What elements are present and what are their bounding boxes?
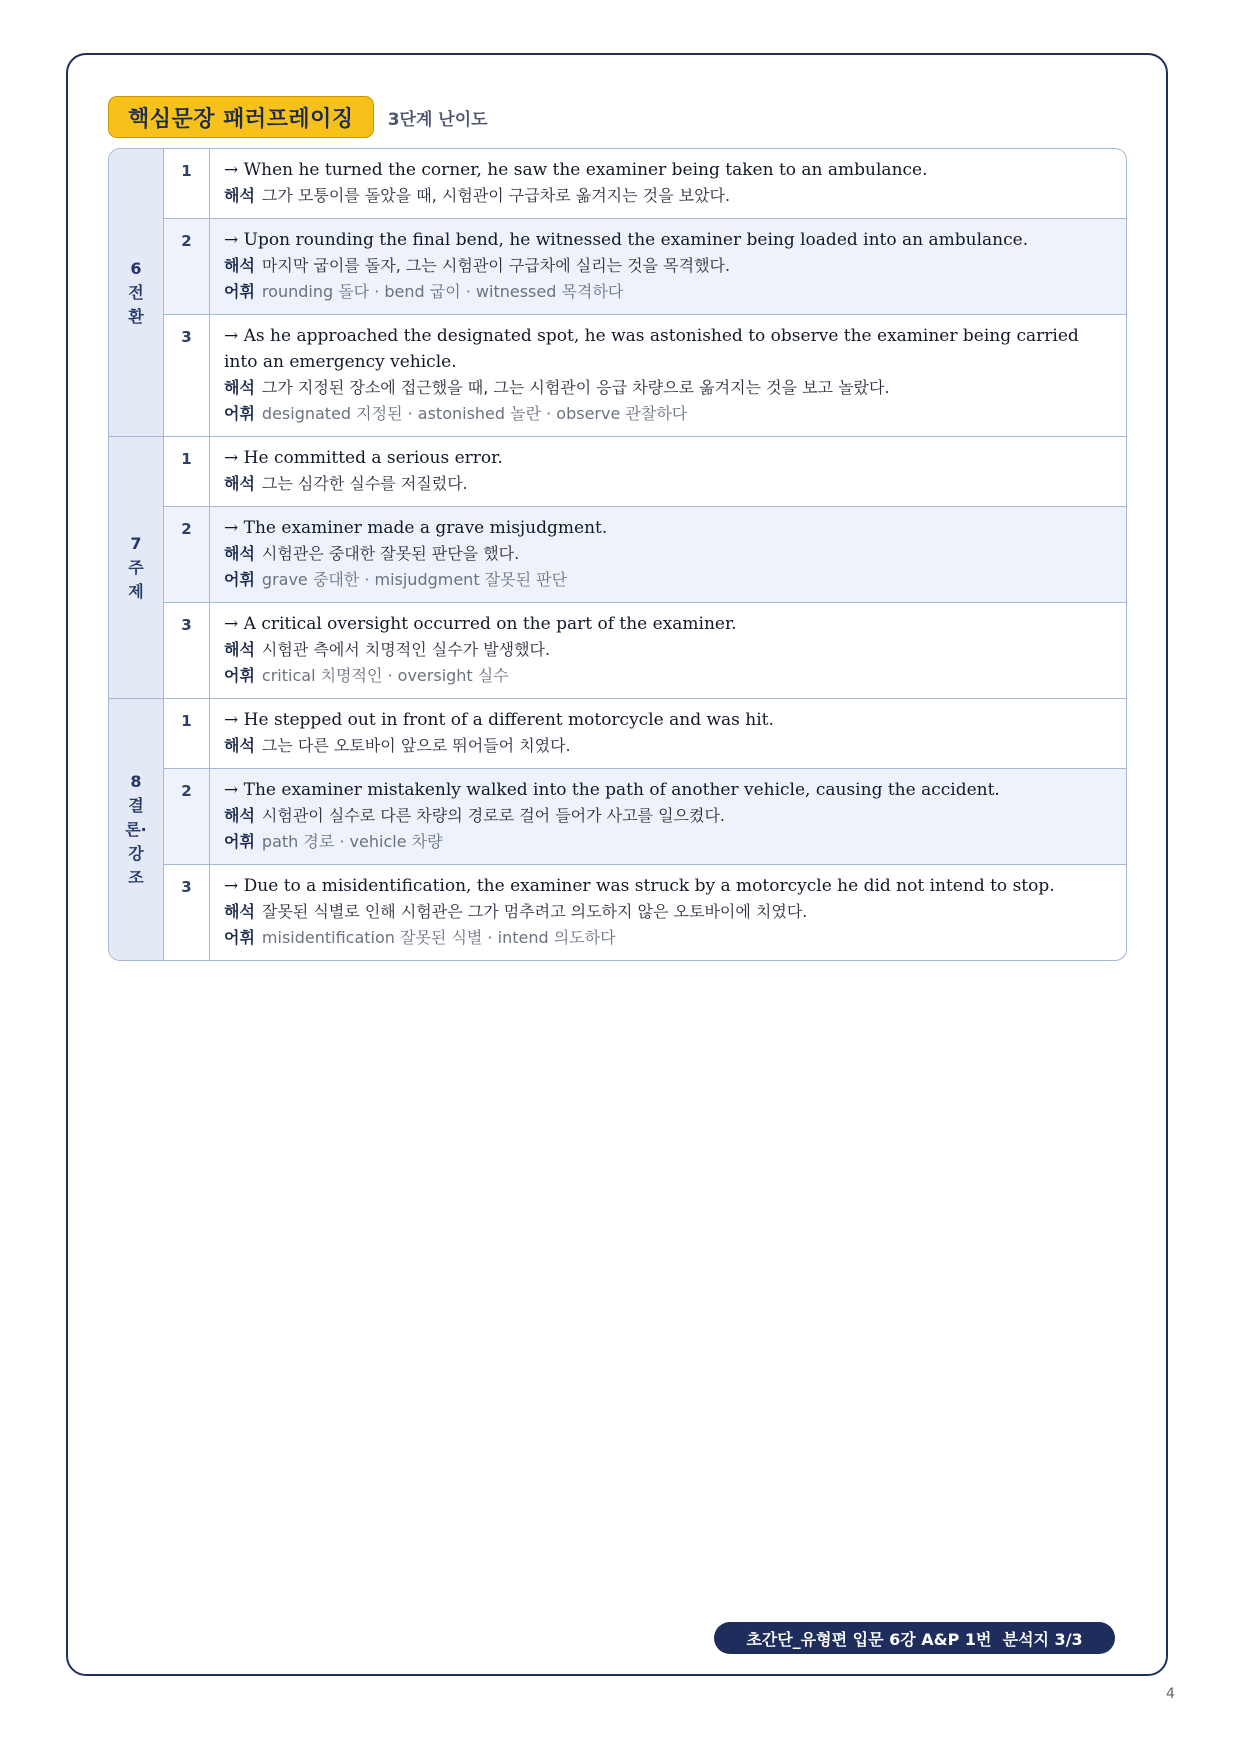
translation-text: 시험관이 실수로 다른 차량의 경로로 걸어 들어가 사고를 일으켰다. (261, 806, 726, 825)
vocabulary-line (224, 663, 1112, 689)
paraphrase-row (164, 865, 1126, 960)
vocabulary-text: misidentification 잘못된 식별 · intend 의도하다 (261, 928, 616, 947)
paraphrase-row (164, 219, 1126, 315)
group-label: 7 주제 (128, 533, 144, 601)
group-label-cell (109, 149, 164, 436)
paraphrase-row (164, 437, 1126, 507)
paraphrase-sentence: → He stepped out in front of a different motorcycle and was hit. (224, 710, 774, 730)
paraphrase-row (164, 507, 1126, 603)
translation-line (224, 541, 1112, 567)
translation-line (224, 471, 1112, 497)
paraphrase-row (164, 769, 1126, 865)
vocabulary-text: path 경로 · vehicle 차량 (261, 832, 443, 851)
vocabulary-line (224, 925, 1112, 951)
translation-tag: 해석 (224, 736, 255, 755)
translation-line (224, 733, 1112, 759)
row-number: 3 (164, 315, 210, 436)
translation-tag: 해석 (224, 902, 255, 921)
translation-tag: 해석 (224, 378, 255, 397)
vocabulary-text: critical 치명적인 · oversight 실수 (261, 666, 509, 685)
row-number: 3 (164, 603, 210, 698)
paragraph-group (109, 699, 1126, 960)
vocabulary-tag: 어휘 (224, 282, 255, 301)
translation-tag: 해석 (224, 806, 255, 825)
translation-text: 시험관 측에서 치명적인 실수가 발생했다. (261, 640, 551, 659)
paraphrase-row (164, 149, 1126, 219)
vocabulary-line (224, 567, 1112, 593)
section-title-badge: 핵심문장 패러프레이징 (108, 96, 374, 138)
row-number: 2 (164, 769, 210, 864)
row-content (210, 865, 1126, 960)
translation-text: 그가 모퉁이를 돌았을 때, 시험관이 구급차로 옮겨지는 것을 보았다. (261, 186, 731, 205)
translation-line (224, 183, 1112, 209)
row-number: 2 (164, 507, 210, 602)
group-label: 6 전환 (128, 258, 144, 326)
translation-text: 그가 지정된 장소에 접근했을 때, 그는 시험관이 응급 차량으로 옮겨지는 것을 보고 놀랐다. (261, 378, 890, 397)
paragraph-group (109, 149, 1126, 437)
group-label-cell (109, 699, 164, 960)
translation-tag: 해석 (224, 640, 255, 659)
paraphrase-row (164, 603, 1126, 698)
paragraph-group (109, 437, 1126, 699)
vocabulary-line (224, 829, 1112, 855)
paraphrase-sentence: → A critical oversight occurred on the part of the examiner. (224, 614, 737, 634)
vocabulary-text: grave 중대한 · misjudgment 잘못된 판단 (261, 570, 568, 589)
group-label: 8 결론· 강조 (125, 771, 147, 887)
translation-tag: 해석 (224, 474, 255, 493)
translation-text: 그는 심각한 실수를 저질렀다. (261, 474, 468, 493)
row-number: 1 (164, 437, 210, 506)
vocabulary-tag: 어휘 (224, 832, 255, 851)
paraphrase-row (164, 699, 1126, 769)
row-content (210, 315, 1126, 436)
row-number: 3 (164, 865, 210, 960)
row-number: 1 (164, 699, 210, 768)
paraphrase-sentence: → When he turned the corner, he saw the examiner being taken to an ambulance. (224, 160, 928, 180)
translation-text: 잘못된 식별로 인해 시험관은 그가 멈추려고 의도하지 않은 오토바이에 치였다. (261, 902, 808, 921)
translation-line (224, 637, 1112, 663)
row-content (210, 507, 1126, 602)
vocabulary-line (224, 401, 1112, 427)
row-content (210, 219, 1126, 314)
vocabulary-tag: 어휘 (224, 928, 255, 947)
vocabulary-text: rounding 돌다 · bend 굽이 · witnessed 목격하다 (261, 282, 624, 301)
paraphrase-row (164, 315, 1126, 436)
vocabulary-tag: 어휘 (224, 570, 255, 589)
translation-line (224, 253, 1112, 279)
translation-text: 시험관은 중대한 잘못된 판단을 했다. (261, 544, 520, 563)
paraphrase-sentence: → He committed a serious error. (224, 448, 503, 468)
row-number: 1 (164, 149, 210, 218)
paraphrase-sentence: → Upon rounding the final bend, he witnessed the examiner being loaded into an ambulance. (224, 230, 1029, 250)
row-content (210, 699, 1126, 768)
vocabulary-tag: 어휘 (224, 666, 255, 685)
translation-tag: 해석 (224, 544, 255, 563)
paraphrase-sentence: → The examiner made a grave misjudgment. (224, 518, 608, 538)
translation-line (224, 899, 1112, 925)
difficulty-label: 3단계 난이도 (387, 109, 488, 130)
paraphrase-sentence: → As he approached the designated spot, he was astonished to observe the examiner being carried into an emergency vehicle. (224, 326, 1079, 372)
row-number: 2 (164, 219, 210, 314)
vocabulary-line (224, 279, 1112, 305)
paraphrase-table (108, 148, 1127, 961)
translation-text: 그는 다른 오토바이 앞으로 뛰어들어 치였다. (261, 736, 571, 755)
footer-badge: 초간단_유형편 입문 6강 A&P 1번 분석지 3/3 (714, 1622, 1115, 1654)
vocabulary-text: designated 지정된 · astonished 놀란 · observe 관찰하다 (261, 404, 688, 423)
translation-tag: 해석 (224, 256, 255, 275)
row-content (210, 603, 1126, 698)
paraphrase-sentence: → The examiner mistakenly walked into the path of another vehicle, causing the accident. (224, 780, 1000, 800)
page-number: 4 (1166, 1686, 1175, 1702)
row-content (210, 769, 1126, 864)
vocabulary-tag: 어휘 (224, 404, 255, 423)
translation-tag: 해석 (224, 186, 255, 205)
translation-line (224, 803, 1112, 829)
paraphrase-sentence: → Due to a misidentification, the examiner was struck by a motorcycle he did not intend to stop. (224, 876, 1055, 896)
row-content (210, 437, 1126, 506)
row-content (210, 149, 1126, 218)
translation-text: 마지막 굽이를 돌자, 그는 시험관이 구급차에 실리는 것을 목격했다. (261, 256, 731, 275)
group-label-cell (109, 437, 164, 698)
section-heading (108, 96, 488, 138)
translation-line (224, 375, 1112, 401)
